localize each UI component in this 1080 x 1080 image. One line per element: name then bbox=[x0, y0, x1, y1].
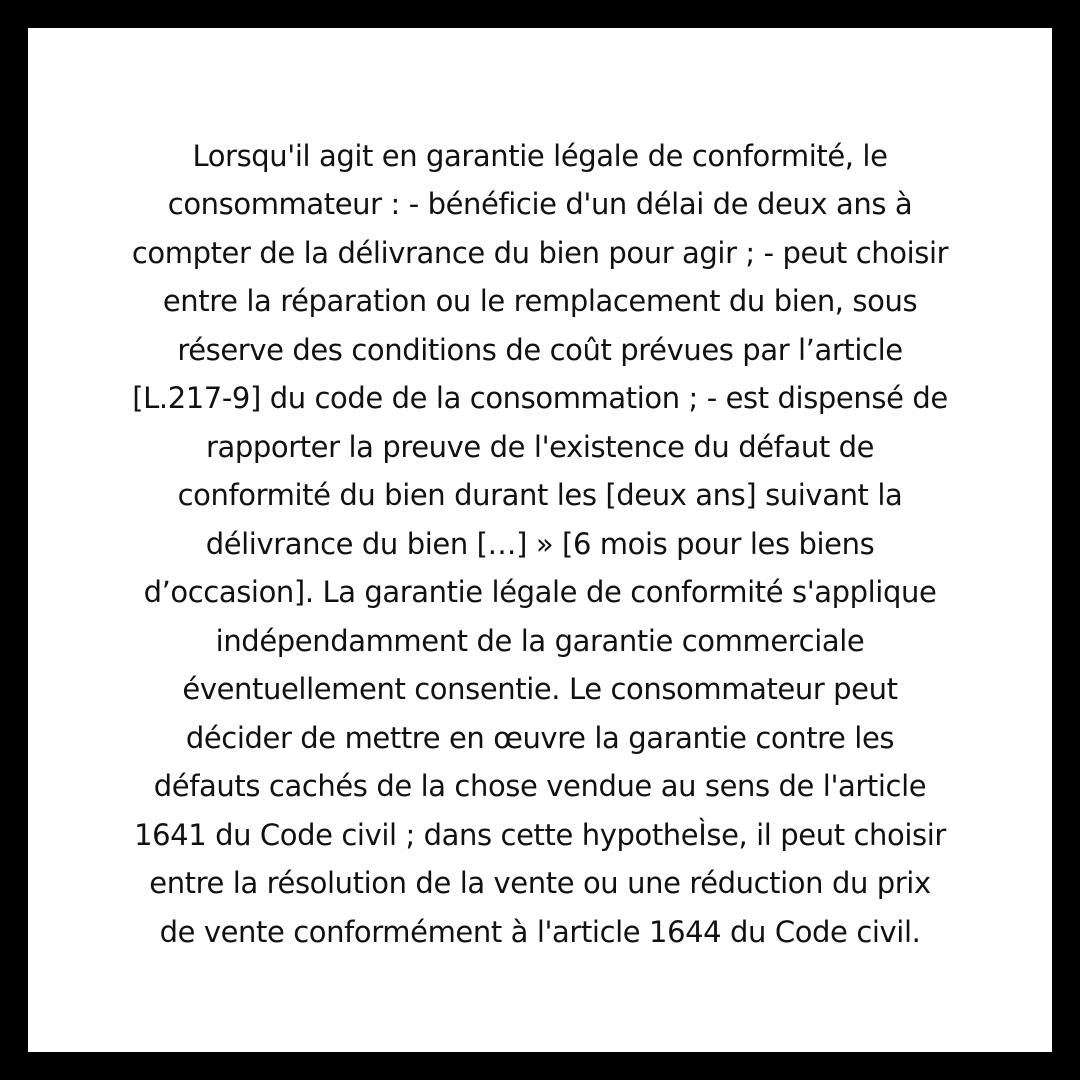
text-line: entre la réparation ou le remplacement du bien, sous bbox=[162, 284, 918, 319]
text-line: de vente conformément à l'article 1644 du Code civil. bbox=[159, 914, 921, 949]
text-line: d’occasion]. La garantie légale de conformité s'applique bbox=[143, 575, 937, 610]
text-card bbox=[28, 28, 1052, 1052]
text-line: réserve des conditions de coût prévues par l’article bbox=[177, 332, 903, 367]
text-line: indépendamment de la garantie commerciale bbox=[215, 623, 865, 658]
text-line: conformité du bien durant les [deux ans] suivant la bbox=[177, 478, 903, 513]
text-line: entre la résolution de la vente ou une réduction du prix bbox=[149, 866, 931, 901]
text-line: décider de mettre en œuvre la garantie contre les bbox=[185, 720, 895, 755]
text-line: éventuellement consentie. Le consommateur peut bbox=[182, 672, 898, 707]
text-line: compter de la délivrance du bien pour agir ; - peut choisir bbox=[131, 235, 949, 270]
legal-notice-paragraph bbox=[60, 132, 1020, 957]
text-line: 1641 du Code civil ; dans cette hypotheÌse, il peut choisir bbox=[134, 817, 946, 852]
text-line: [L.217-9] du code de la consommation ; - est dispensé de bbox=[132, 381, 948, 416]
text-line: consommateur : - bénéficie d'un délai de deux ans à bbox=[167, 187, 913, 222]
text-line: délivrance du bien […] » [6 mois pour les biens bbox=[205, 526, 875, 561]
text-line: Lorsqu'il agit en garantie légale de conformité, le bbox=[192, 138, 888, 173]
text-line: rapporter la preuve de l'existence du défaut de bbox=[205, 429, 875, 464]
text-line: défauts cachés de la chose vendue au sens de l'article bbox=[153, 769, 927, 804]
